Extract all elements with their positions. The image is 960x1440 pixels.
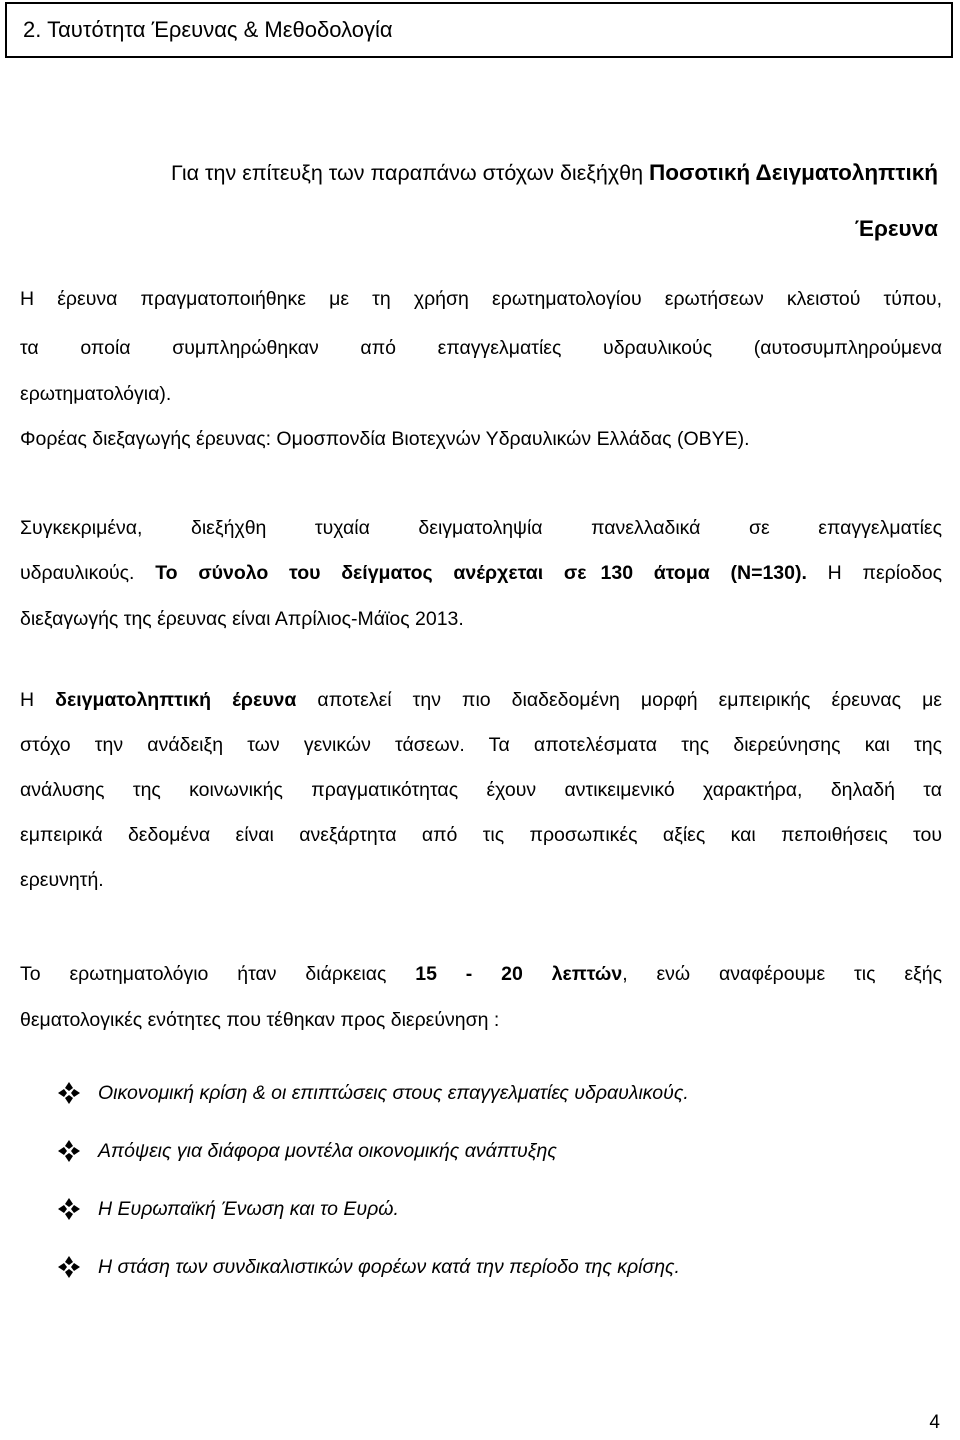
list-item [58,1238,689,1296]
paragraph-sample-line-3: διεξαγωγής της έρευνας είναι Απρίλιος-Μάϊος 2013. [20,608,464,630]
intro-emphasis-1: Ποσοτική Δειγματοληπτική [649,160,938,185]
paragraph-duration-line-1-end: , ενώ αναφέρουμε τις εξής [622,963,942,985]
questionnaire-duration: 15 - 20 λεπτών [415,963,623,985]
paragraph-sample-line-1: Συγκεκριμένα, διεξήχθη τυχαία δειγματοληψία πανελλαδικά σε επαγγελματίες [20,517,942,539]
paragraph-method-line-3: ερωτηματολόγια). [20,383,172,405]
diamond-bullet-icon [58,1198,80,1220]
paragraph-method-line-4: Φορέας διεξαγωγής έρευνας: Ομοσπονδία Βιοτεχνών Υδραυλικών Ελλάδας (ΟΒΥΕ). [20,428,750,450]
paragraph-sample-line-2-end: Η περίοδος [806,562,943,584]
list-item [58,1122,689,1180]
paragraph-survey-line-2: στόχο την ανάδειξη των γενικών τάσεων. Τα αποτελέσματα της διερεύνησης και της [20,734,942,756]
topic-text: Η στάση των συνδικαλιστικών φορέων κατά την περίοδο της κρίσης. [98,1255,680,1278]
paragraph-survey-line-4: εμπειρικά δεδομένα είναι ανεξάρτητα από τις προσωπικές αξίες και πεποιθήσεις του [20,824,942,846]
paragraph-duration-line-2: θεματολογικές ενότητες που τέθηκαν προς διερεύνηση : [20,1009,500,1031]
section-heading-box [5,2,953,58]
sample-size: 130 άτομα (Ν=130). [600,562,807,584]
paragraph-sample-line-2-start: υδραυλικούς. [20,562,156,584]
paragraph-duration-line-1-start: Το ερωτηματολόγιο ήταν διάρκειας [20,963,416,985]
page-number: 4 [929,1412,940,1433]
sample-total-label: Το σύνολο του δείγματος ανέρχεται σε [155,562,587,584]
topic-text: Απόψεις για διάφορα μοντέλα οικονομικής ανάπτυξης [98,1139,557,1162]
intro-emphasis-2: Έρευνα [854,216,938,241]
paragraph-survey-line-1-end: αποτελεί την πιο διαδεδομένη μορφή εμπειρικής έρευνας με [296,689,943,711]
list-item [58,1180,689,1238]
list-item [58,1064,689,1122]
section-heading: 2. Ταυτότητα Έρευνας & Μεθοδολογία [23,17,393,42]
diamond-bullet-icon [58,1256,80,1278]
paragraph-survey-line-3: ανάλυσης της κοινωνικής πραγματικότητας έχουν αντικειμενικό χαρακτήρα, δηλαδή τα [20,779,942,801]
diamond-bullet-icon [58,1082,80,1104]
paragraph-duration-line-1 [20,951,942,997]
topic-text: Οικονομική κρίση & οι επιπτώσεις στους επαγγελματίες υδραυλικούς. [98,1081,689,1104]
paragraph-method-line-2: τα οποία συμπληρώθηκαν από επαγγελματίες υδραυλικούς (αυτοσυμπληρούμενα [20,337,942,359]
paragraph-survey-line-5: ερευνητή. [20,869,104,891]
paragraph-sample-line-2 [20,550,942,596]
survey-type-term: δειγματοληπτική έρευνα [55,689,297,711]
paragraph-survey-line-1 [20,677,942,723]
topic-text: Η Ευρωπαϊκή Ένωση και το Ευρώ. [98,1197,399,1220]
intro-block [20,145,938,257]
paragraph-survey-line-1-start: Η [20,689,56,711]
topic-list [58,1064,689,1296]
intro-line-2 [20,201,938,257]
intro-lead: Για την επίτευξη των παραπάνω στόχων διεξήχθη [170,161,650,185]
intro-line-1 [20,145,938,201]
diamond-bullet-icon [58,1140,80,1162]
paragraph-method-line-1: Η έρευνα πραγματοποιήθηκε με τη χρήση ερωτηματολογίου ερωτήσεων κλειστού τύπου, [20,288,942,310]
